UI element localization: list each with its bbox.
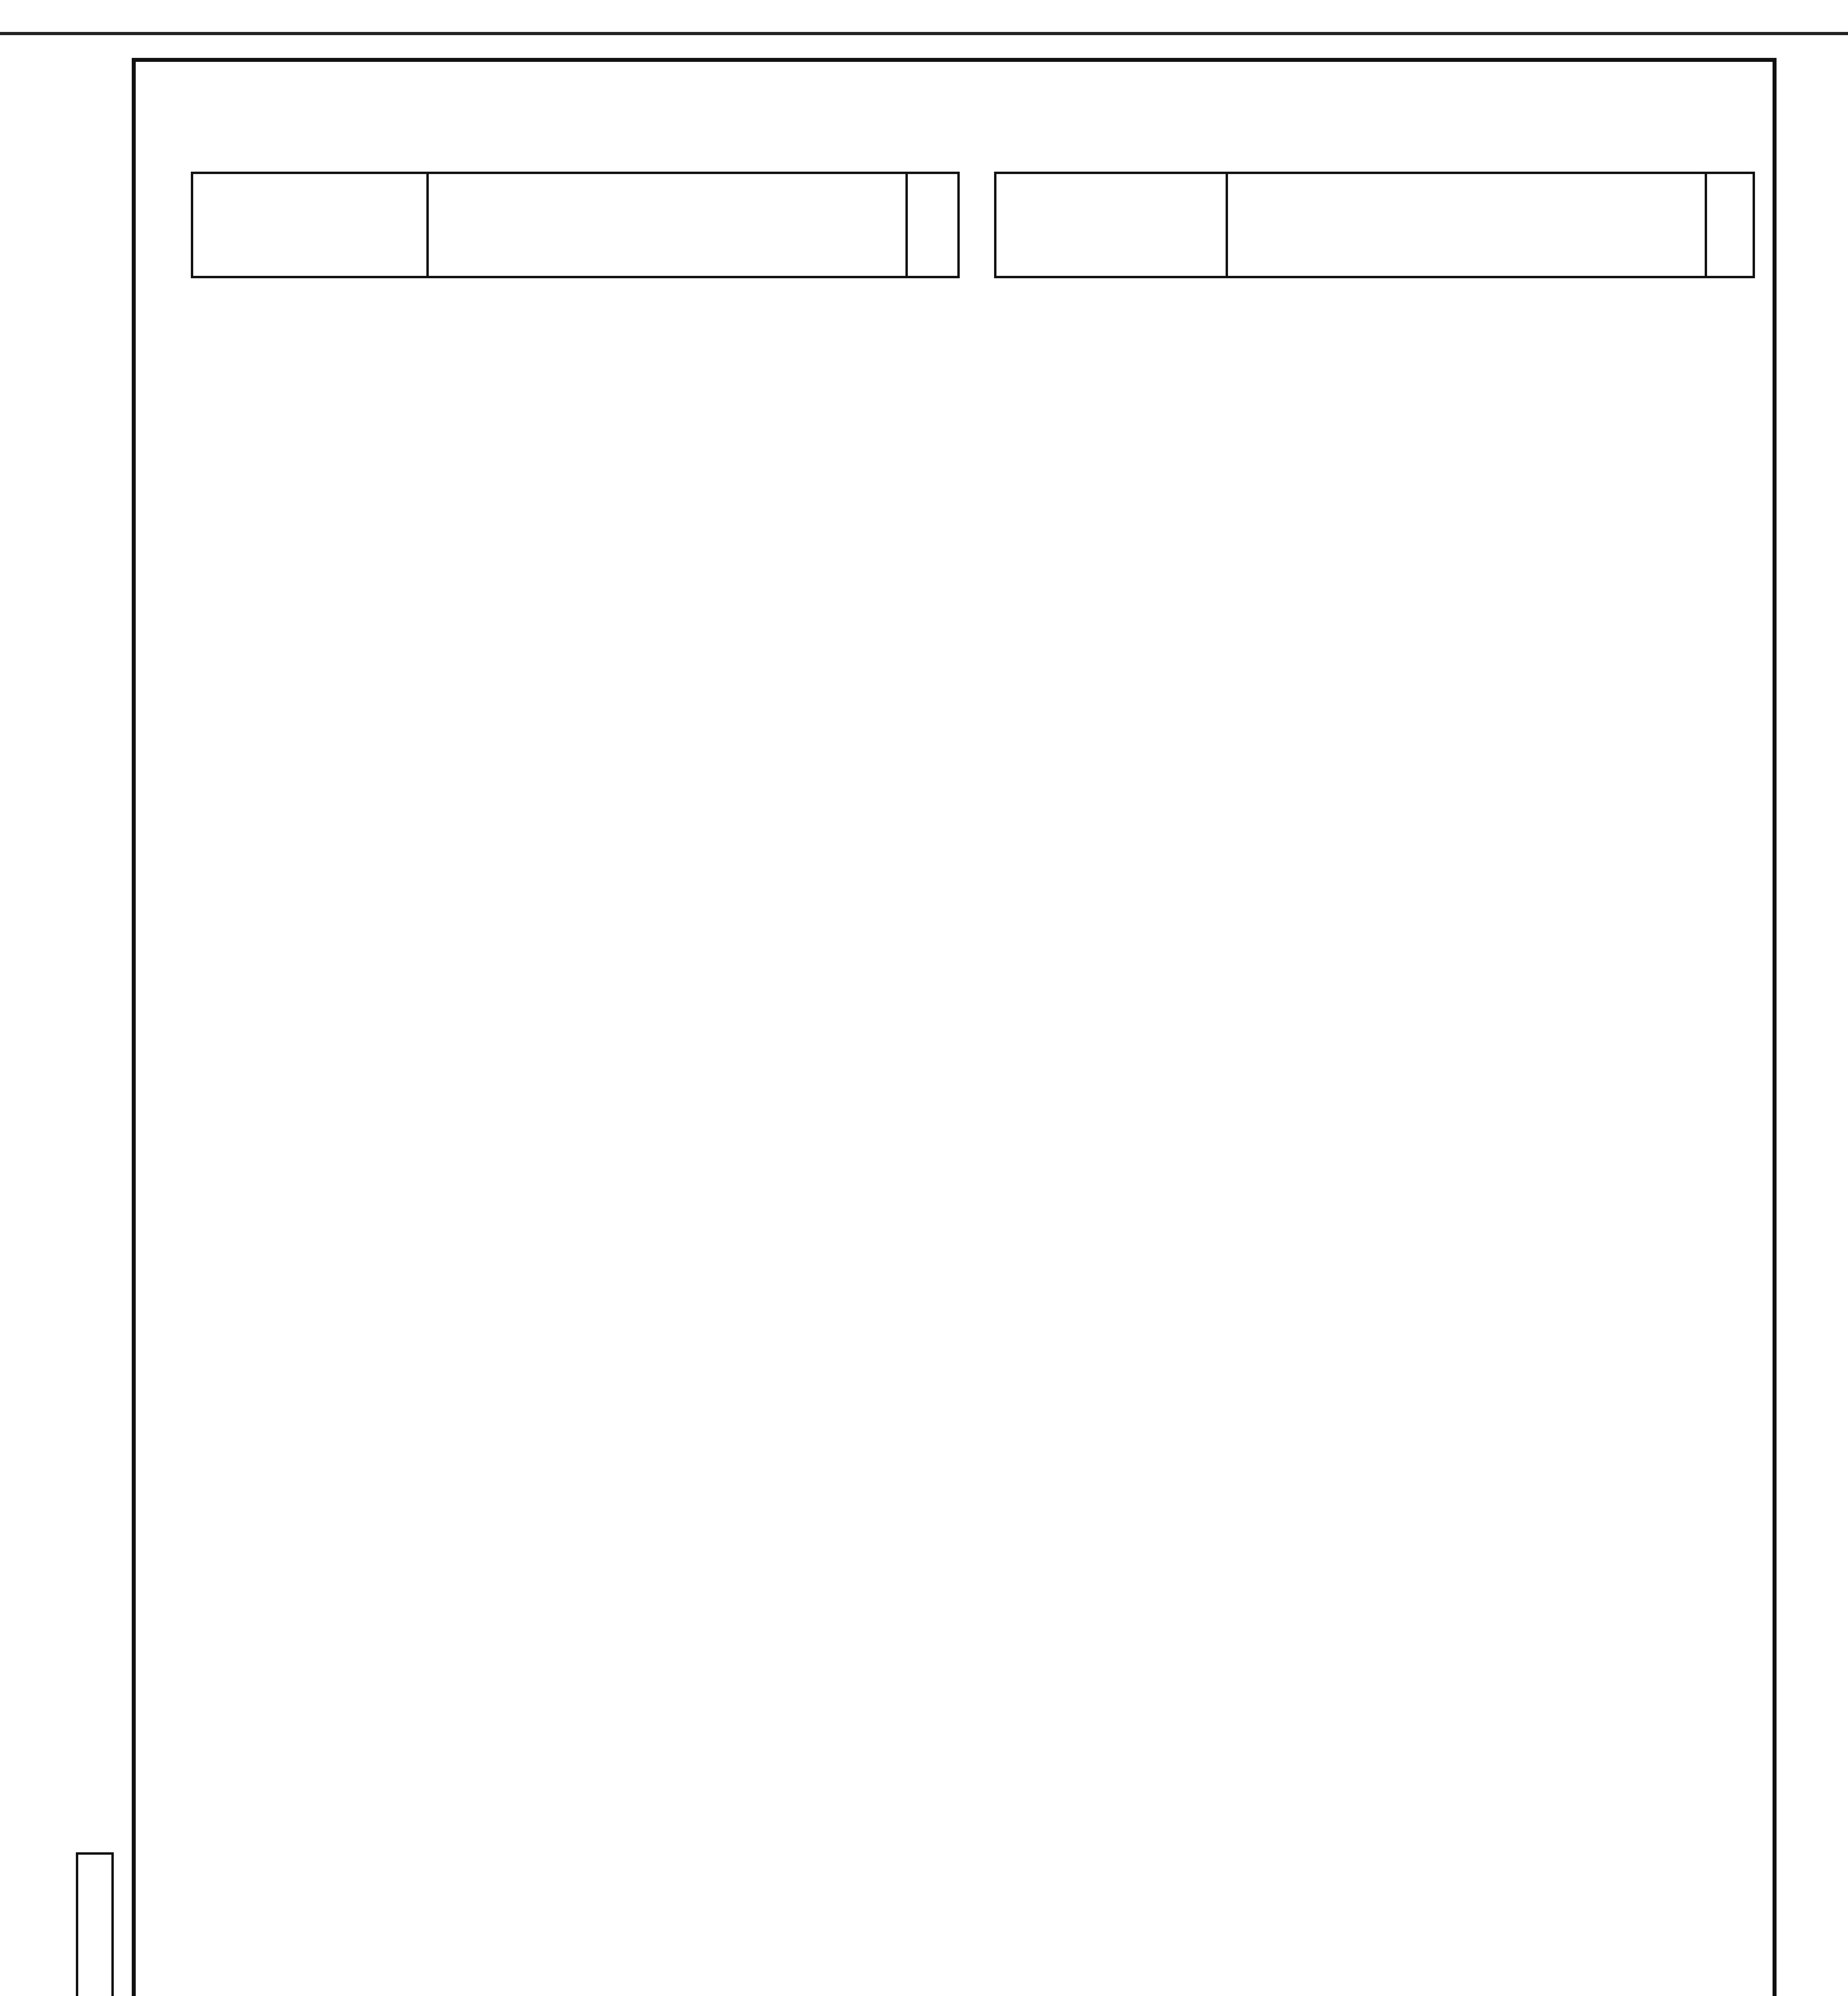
contents-table-right [994,172,1755,278]
header-name [1227,173,1706,277]
header-designation [192,173,428,277]
header-designation [995,173,1227,277]
header-name [428,173,907,277]
side-stamp [76,1852,114,1996]
contents-table-left [191,172,960,278]
drawing-frame [132,58,1777,1996]
header-page [1706,173,1754,277]
header-page [907,173,959,277]
top-rule [0,32,1848,35]
